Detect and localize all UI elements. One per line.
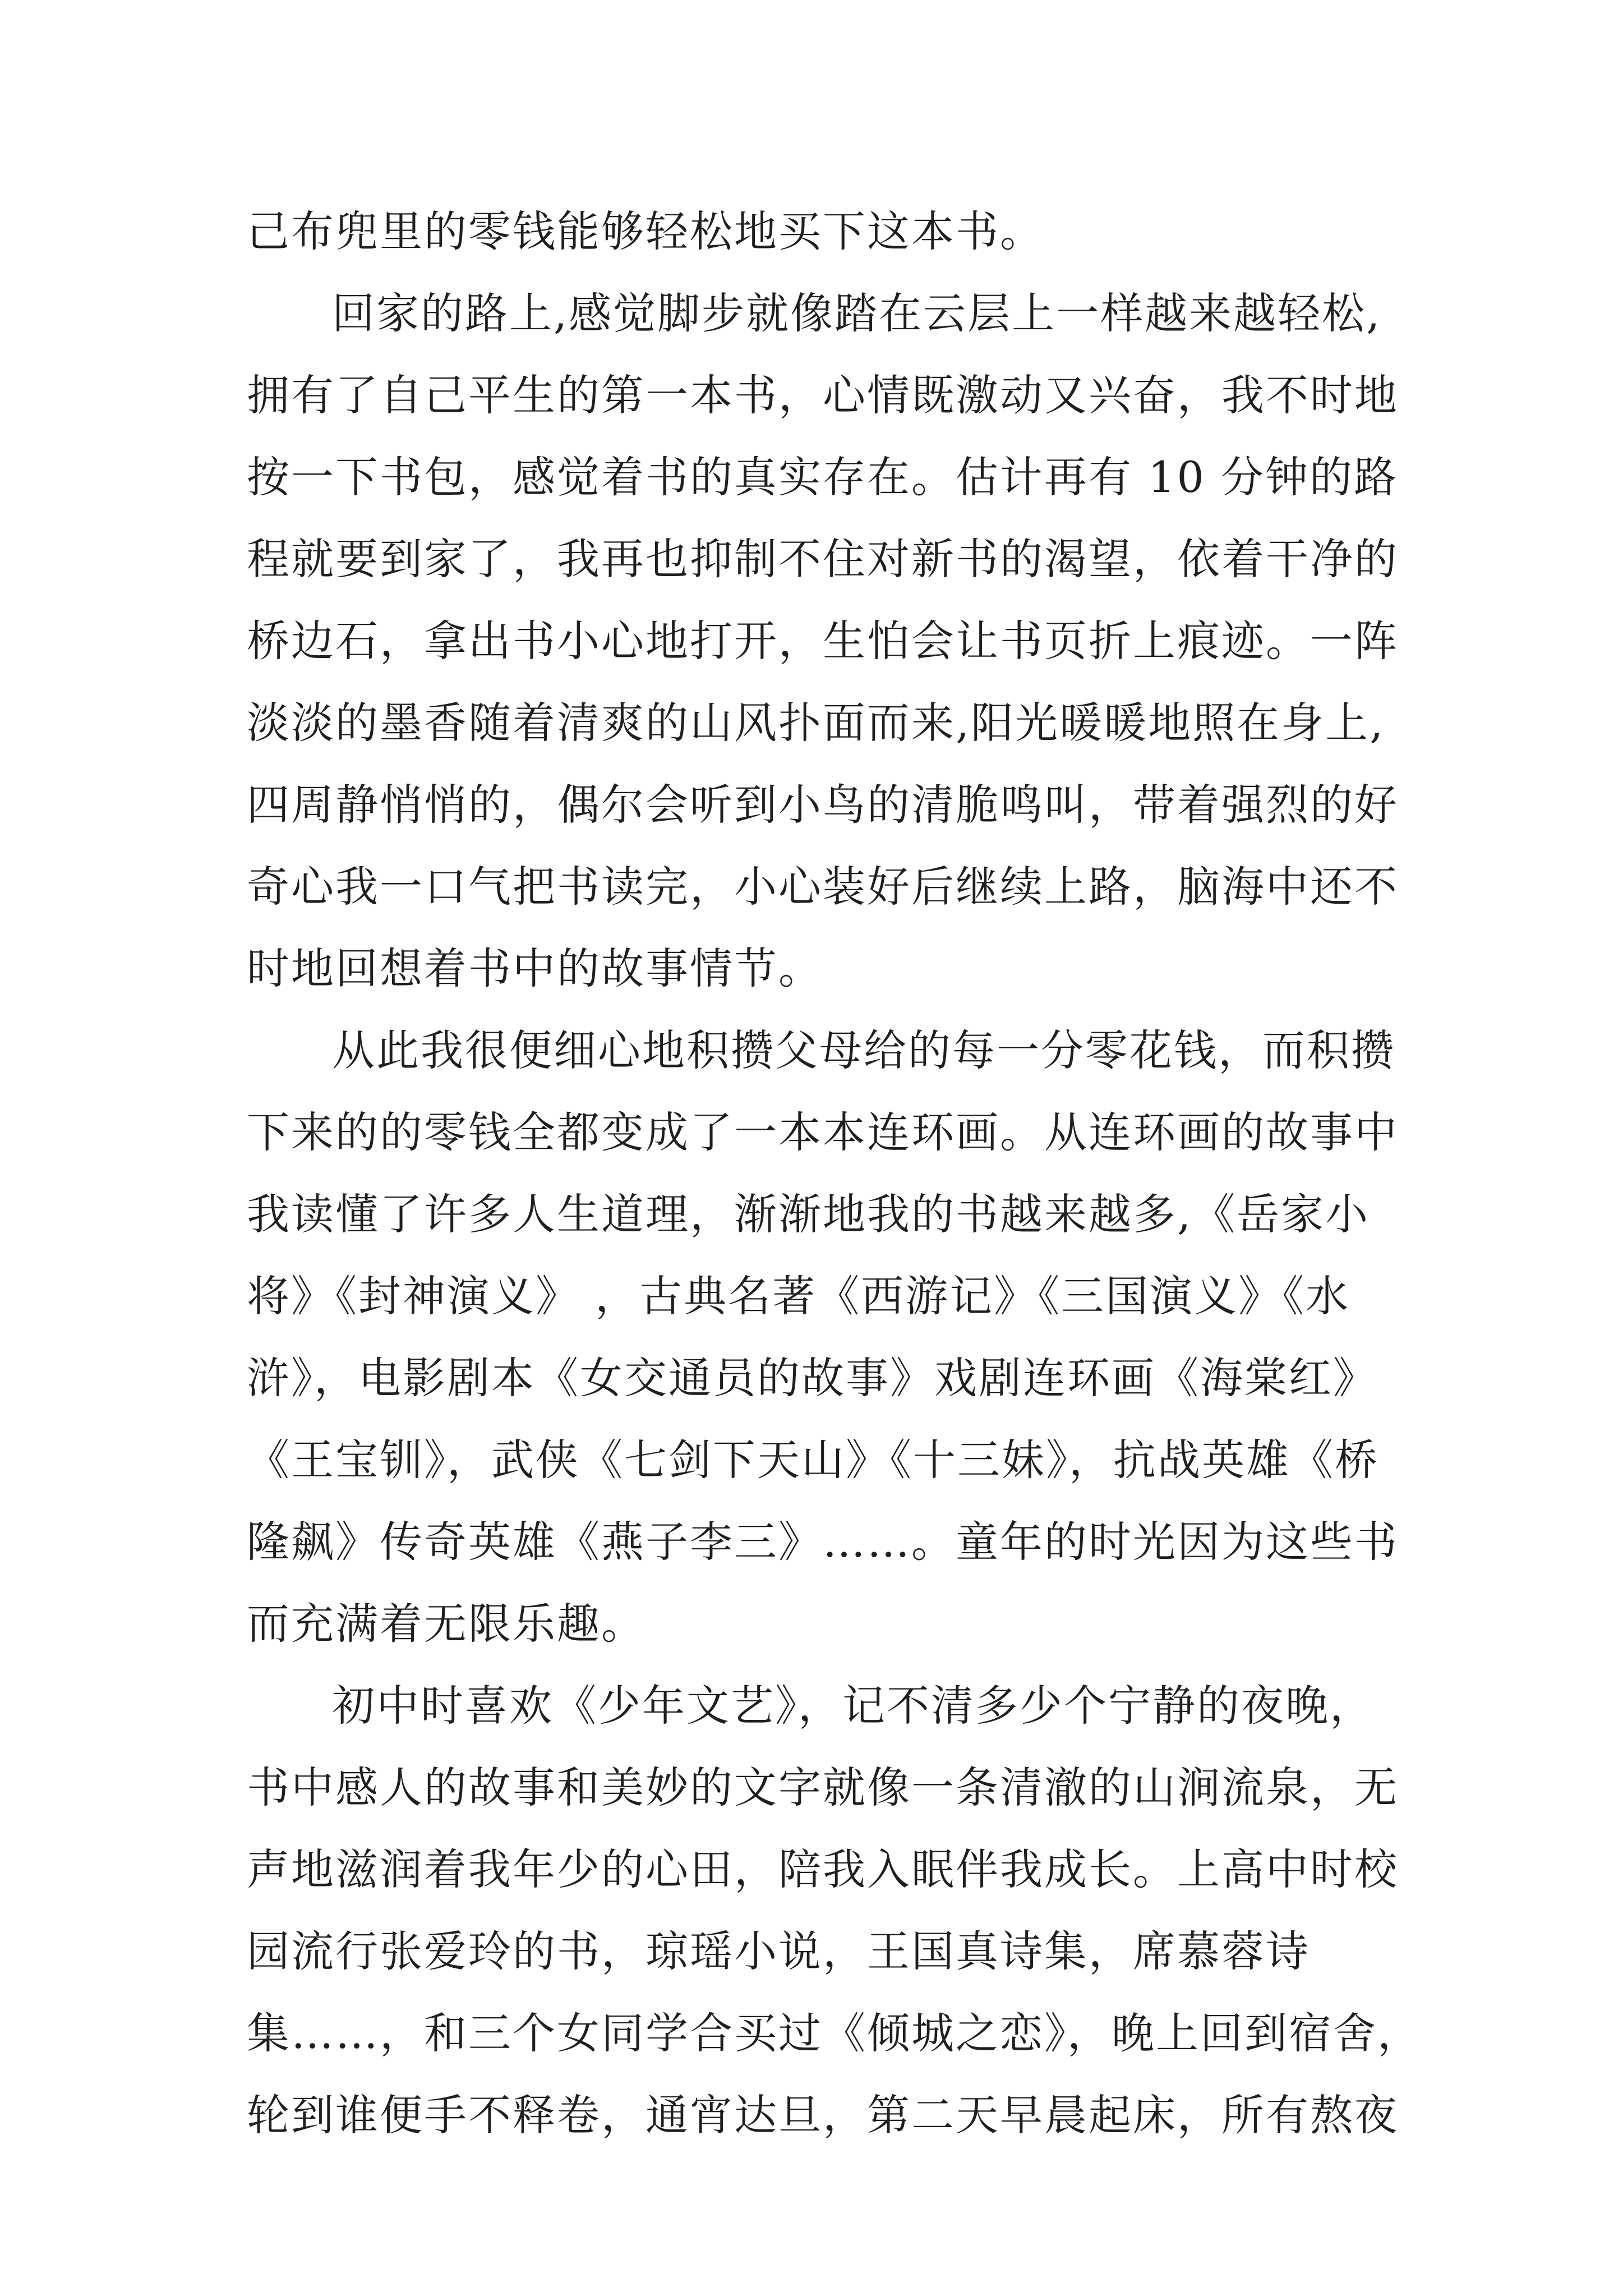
text-line: 声地滋润着我年少的心田，陪我入眠伴我成长。上高中时校 — [247, 1844, 1399, 1894]
text-line: 浒》，电影剧本《女交通员的故事》戏剧连环画《海棠红》 — [247, 1353, 1377, 1403]
text-line: 我读懂了许多人生道理，渐渐地我的书越来越多,《岳家小 — [247, 1189, 1370, 1239]
text-line: 淡淡的墨香随着清爽的山风扑面而来,阳光暖暖地照在身上, — [247, 698, 1385, 748]
text-line: 而充满着无限乐趣。 — [247, 1599, 645, 1649]
text-line: 桥边石，拿出书小心地打开，生怕会让书页折上痕迹。一阵 — [247, 616, 1399, 666]
text-line: 《王宝钏》，武侠《七剑下天山》《十三妹》，抗战英雄《桥 — [247, 1435, 1379, 1485]
text-line: 按一下书包，感觉着书的真实存在。估计再有 10 分钟的路 — [247, 452, 1399, 502]
text-line: 书中感人的故事和美妙的文字就像一条清澈的山涧流泉，无 — [247, 1763, 1399, 1812]
text-line: 时地回想着书中的故事情节。 — [247, 944, 823, 993]
paragraph-first-line: 初中时喜欢《少年文艺》，记不清多少个宁静的夜晚， — [332, 1681, 1374, 1731]
document-body — [247, 191, 1422, 2156]
paragraph-first-line: 从此我很便细心地积攒父母给的每一分零花钱，而积攒 — [332, 1025, 1395, 1075]
text-line: 四周静悄悄的，偶尔会听到小鸟的清脆鸣叫，带着强烈的好 — [247, 780, 1399, 830]
text-line: 下来的的零钱全都变成了一本本连环画。从连环画的故事中 — [247, 1107, 1399, 1157]
text-line: 集……，和三个女同学合买过《倾城之恋》，晚上回到宿舍， — [247, 2008, 1422, 2058]
text-line: 将》《封神演义》 ，古典名著《西游记》《三国演义》《水 — [247, 1271, 1350, 1321]
text-line: 隆飙》传奇英雄《燕子李三》……。童年的时光因为这些书 — [247, 1517, 1399, 1567]
text-line: 奇心我一口气把书读完，小心装好后继续上路，脑海中还不 — [247, 862, 1399, 912]
text-line: 轮到谁便手不释卷，通宵达旦，第二天早晨起床，所有熬夜 — [247, 2090, 1399, 2140]
text-line: 拥有了自己平生的第一本书，心情既激动又兴奋，我不时地 — [247, 370, 1399, 420]
text-line: 己布兜里的零钱能够轻松地买下这本书。 — [247, 206, 1044, 256]
text-line: 园流行张爱玲的书，琼瑶小说，王国真诗集，席慕蓉诗 — [247, 1926, 1310, 1976]
paragraph-first-line: 回家的路上,感觉脚步就像踏在云层上一样越来越轻松, — [332, 288, 1382, 338]
text-line: 程就要到家了，我再也抑制不住对新书的渴望，依着干净的 — [247, 534, 1399, 584]
